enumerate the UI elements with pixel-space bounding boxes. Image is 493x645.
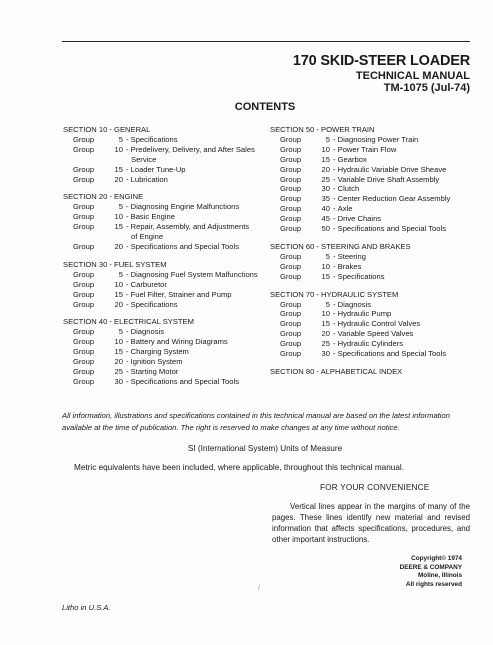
group-dash: - — [333, 134, 338, 144]
group-entry — [63, 290, 273, 300]
group-word: Group — [280, 339, 302, 349]
group-word: Group — [280, 144, 302, 154]
group-title: Hydraulic Pump — [337, 309, 392, 319]
group-dash: - — [126, 299, 131, 309]
group-number: 15 — [321, 271, 330, 281]
group-number: 25 — [321, 174, 330, 184]
section-title: SECTION 80 - ALPHABETICAL INDEX — [270, 366, 403, 376]
group-word: Group — [280, 174, 302, 184]
group-dash: - — [126, 347, 131, 357]
group-word: Group — [280, 194, 302, 204]
group-number: 15 — [114, 347, 123, 357]
contents-heading: CONTENTS — [234, 101, 296, 113]
group-number: 25 — [321, 339, 330, 349]
group-title: Predelivery, Delivery, and After Sales — [130, 144, 255, 154]
group-title: Drive Chains — [337, 214, 382, 224]
group-entry — [63, 202, 273, 212]
group-dash: - — [333, 144, 338, 154]
group-title: Specifications and Special Tools — [337, 349, 446, 359]
group-title: Gearbox — [337, 154, 367, 164]
group-entry — [270, 309, 480, 319]
group-entry — [270, 319, 480, 329]
group-word: Group — [280, 271, 302, 281]
group-number: 35 — [321, 194, 330, 204]
group-dash: - — [333, 349, 338, 359]
section-gap — [63, 252, 273, 260]
group-entry — [63, 357, 273, 367]
company-name: DEERE & COMPANY — [399, 563, 462, 571]
group-word: Group — [280, 204, 302, 214]
group-number: 50 — [321, 224, 330, 234]
group-entry — [63, 145, 273, 155]
group-word: Group — [73, 299, 95, 309]
group-dash: - — [126, 134, 131, 144]
group-title: Repair, Assembly, and Adjustments — [130, 222, 250, 232]
group-title: Center Reduction Gear Assembly — [337, 194, 451, 204]
group-number: 10 — [114, 212, 123, 222]
section-title: SECTION 10 - GENERAL — [63, 125, 151, 134]
group-entry — [63, 280, 273, 290]
group-dash: - — [126, 174, 131, 184]
group-number: 45 — [321, 214, 330, 224]
group-number: 5 — [325, 134, 330, 144]
section-gap — [270, 234, 480, 242]
group-title: Battery and Wiring Diagrams — [130, 337, 228, 347]
group-title: Ignition System — [130, 357, 183, 367]
group-dash: - — [333, 329, 338, 339]
metric-note: Metric equivalents have been included, where applicable, throughout this technical manual. — [74, 463, 404, 472]
group-word: Group — [73, 202, 95, 212]
group-entry — [270, 194, 480, 204]
group-dash: - — [126, 241, 131, 251]
group-word: Group — [280, 299, 302, 309]
group-entry — [270, 165, 480, 175]
group-word: Group — [280, 349, 302, 359]
group-entry — [63, 165, 273, 175]
group-dash: - — [333, 261, 338, 271]
group-dash: - — [333, 154, 338, 164]
group-title: Diagnosing Fuel System Malfunctions — [130, 269, 258, 279]
group-entry — [270, 135, 480, 145]
convenience-body: Vertical lines appear in the margins of many of the pages. These lines identify new material and revised information that affects specifications, procedures, and other important instructions. — [272, 502, 470, 544]
group-title: Basic Engine — [130, 212, 175, 222]
group-dash: - — [333, 271, 338, 281]
group-word: Group — [73, 222, 95, 232]
section-title: SECTION 50 - POWER TRAIN — [270, 125, 375, 134]
group-dash: - — [333, 309, 338, 319]
group-dash: - — [333, 204, 338, 214]
group-dash: - — [333, 299, 338, 309]
section-title: SECTION 60 - STEERING AND BRAKES — [270, 241, 411, 251]
group-title: Power Train Flow — [337, 144, 397, 154]
group-entry — [63, 135, 273, 145]
group-number: 5 — [325, 251, 330, 261]
group-title: Starting Motor — [130, 366, 179, 376]
group-word: Group — [280, 224, 302, 234]
group-entry — [63, 347, 273, 357]
group-word: Group — [280, 261, 302, 271]
group-title: Specifications — [130, 134, 178, 144]
group-number: 40 — [321, 204, 330, 214]
group-title: Diagnosing Engine Malfunctions — [130, 202, 240, 212]
group-dash: - — [126, 269, 131, 279]
group-entry — [63, 377, 273, 387]
group-dash: - — [333, 224, 338, 234]
section-gap — [63, 309, 273, 317]
group-dash: - — [126, 376, 131, 386]
group-number: 30 — [321, 184, 330, 194]
group-number: 15 — [114, 289, 123, 299]
group-entry — [270, 272, 480, 282]
group-word: Group — [73, 144, 95, 154]
group-title: Diagnosing Power Train — [337, 134, 419, 144]
group-number: 30 — [114, 376, 123, 386]
group-title-continued: of Engine — [131, 232, 164, 242]
group-title: Carburetor — [130, 279, 167, 289]
group-word: Group — [280, 309, 302, 319]
group-entry — [270, 329, 480, 339]
group-title: Clutch — [337, 184, 360, 194]
group-title: Lubrication — [130, 174, 168, 184]
group-title: Diagnosis — [130, 327, 164, 337]
group-dash: - — [333, 164, 338, 174]
group-word: Group — [73, 212, 95, 222]
group-word: Group — [280, 184, 302, 194]
group-dash: - — [126, 222, 131, 232]
group-entry — [63, 337, 273, 347]
si-units-heading: SI (International System) Units of Measure — [187, 444, 343, 453]
group-number: 10 — [321, 261, 330, 271]
group-number: 5 — [118, 134, 123, 144]
group-dash: - — [126, 164, 131, 174]
group-entry — [270, 175, 480, 185]
group-number: 10 — [114, 279, 123, 289]
rights-reserved: All rights reserved — [405, 580, 462, 588]
group-word: Group — [73, 279, 95, 289]
group-entry — [63, 242, 273, 252]
group-number: 15 — [114, 222, 123, 232]
top-rule — [62, 41, 470, 42]
group-entry — [270, 224, 480, 234]
group-title: Steering — [337, 251, 366, 261]
group-entry — [63, 222, 273, 232]
group-dash: - — [333, 319, 338, 329]
group-title: Brakes — [337, 261, 362, 271]
group-dash: - — [126, 357, 131, 367]
group-entry — [270, 300, 480, 310]
group-word: Group — [73, 337, 95, 347]
group-title: Fuel Filter, Strainer and Pump — [130, 289, 232, 299]
group-title: Charging System — [130, 347, 189, 357]
group-dash: - — [126, 202, 131, 212]
group-dash: - — [333, 251, 338, 261]
group-title: Specifications — [130, 299, 178, 309]
group-word: Group — [73, 134, 95, 144]
group-entry — [270, 204, 480, 214]
group-number: 25 — [114, 366, 123, 376]
group-word: Group — [73, 376, 95, 386]
contents-right-column — [270, 125, 480, 377]
group-number: 15 — [321, 319, 330, 329]
group-dash: - — [333, 194, 338, 204]
group-entry — [63, 270, 273, 280]
company-location: Moline, Illinois — [417, 572, 462, 580]
group-word: Group — [280, 164, 302, 174]
group-number: 10 — [321, 144, 330, 154]
group-entry — [270, 155, 480, 165]
group-title: Specifications and Special Tools — [130, 376, 239, 386]
copyright-block — [400, 555, 462, 589]
litho-note: Litho in U.S.A. — [62, 603, 111, 612]
group-dash: - — [333, 174, 338, 184]
group-word: Group — [73, 347, 95, 357]
group-title: Loader Tune-Up — [130, 164, 186, 174]
group-word: Group — [73, 289, 95, 299]
group-entry — [270, 339, 480, 349]
section-title: SECTION 40 - ELECTRICAL SYSTEM — [63, 317, 194, 327]
group-number: 20 — [321, 164, 330, 174]
group-dash: - — [126, 366, 131, 376]
group-number: 10 — [114, 144, 123, 154]
group-dash: - — [126, 212, 131, 222]
group-entry — [270, 184, 480, 194]
group-dash: - — [126, 337, 131, 347]
group-dash: - — [333, 214, 338, 224]
group-title: Variable Drive Shaft Assembly — [337, 174, 440, 184]
convenience-heading: FOR YOUR CONVENIENCE — [320, 483, 430, 492]
stray-mark: / — [258, 585, 260, 592]
group-number: 20 — [321, 329, 330, 339]
group-entry — [270, 262, 480, 272]
group-number: 5 — [118, 269, 123, 279]
group-word: Group — [73, 366, 95, 376]
group-title: Variable Speed Valves — [337, 329, 414, 339]
section-title: SECTION 30 - FUEL SYSTEM — [63, 259, 167, 269]
manual-subtitle: TECHNICAL MANUAL — [355, 70, 470, 82]
group-title-continued: Service — [131, 154, 157, 164]
group-dash: - — [333, 339, 338, 349]
group-word: Group — [280, 251, 302, 261]
group-number: 15 — [114, 164, 123, 174]
group-number: 15 — [321, 154, 330, 164]
group-dash: - — [126, 279, 131, 289]
group-number: 10 — [114, 337, 123, 347]
group-title: Specifications — [337, 271, 385, 281]
manual-number: TM-1075 (Jul-74) — [383, 82, 470, 94]
group-entry — [270, 214, 480, 224]
group-entry — [270, 145, 480, 155]
section-title: SECTION 20 - ENGINE — [63, 192, 144, 202]
group-entry — [63, 327, 273, 337]
group-word: Group — [73, 164, 95, 174]
group-word: Group — [280, 154, 302, 164]
section-title: SECTION 70 - HYDRAULIC SYSTEM — [270, 289, 399, 299]
group-title: Diagnosis — [337, 299, 371, 309]
group-number: 5 — [118, 202, 123, 212]
group-word: Group — [73, 357, 95, 367]
group-title: Hydraulic Control Valves — [337, 319, 421, 329]
group-word: Group — [280, 214, 302, 224]
group-entry — [63, 212, 273, 222]
group-entry — [270, 252, 480, 262]
group-word: Group — [280, 329, 302, 339]
section-gap — [270, 359, 480, 367]
group-title: Specifications and Special Tools — [130, 241, 239, 251]
group-title: Hydraulic Variable Drive Sheave — [337, 164, 447, 174]
group-number: 20 — [114, 299, 123, 309]
section-gap — [270, 282, 480, 290]
group-word: Group — [73, 327, 95, 337]
group-number: 20 — [114, 357, 123, 367]
group-word: Group — [280, 134, 302, 144]
group-entry — [270, 349, 480, 359]
group-word: Group — [73, 269, 95, 279]
copyright-line: Copyright© 1974 — [411, 555, 462, 562]
group-dash: - — [333, 184, 338, 194]
group-number: 5 — [325, 299, 330, 309]
group-title: Axle — [337, 204, 353, 214]
group-word: Group — [280, 319, 302, 329]
group-dash: - — [126, 289, 131, 299]
group-number: 5 — [118, 327, 123, 337]
group-title: Specifications and Special Tools — [337, 224, 446, 234]
contents-left-column — [63, 125, 273, 387]
disclaimer-text: All information, illustrations and specifications contained in this technical manual are based on the latest information available at the time of publication. The right is reserved to make changes at any time without notice. — [62, 411, 450, 432]
group-number: 30 — [321, 349, 330, 359]
group-number: 20 — [114, 174, 123, 184]
group-entry — [63, 367, 273, 377]
group-title: Hydraulic Cylinders — [337, 339, 404, 349]
manual-title: 170 SKID-STEER LOADER — [292, 53, 470, 69]
section-gap — [63, 184, 273, 192]
group-number: 10 — [321, 309, 330, 319]
group-dash: - — [126, 144, 131, 154]
group-number: 20 — [114, 241, 123, 251]
group-word: Group — [73, 174, 95, 184]
group-dash: - — [126, 327, 131, 337]
group-word: Group — [73, 241, 95, 251]
group-entry — [63, 175, 273, 185]
group-entry — [63, 300, 273, 310]
